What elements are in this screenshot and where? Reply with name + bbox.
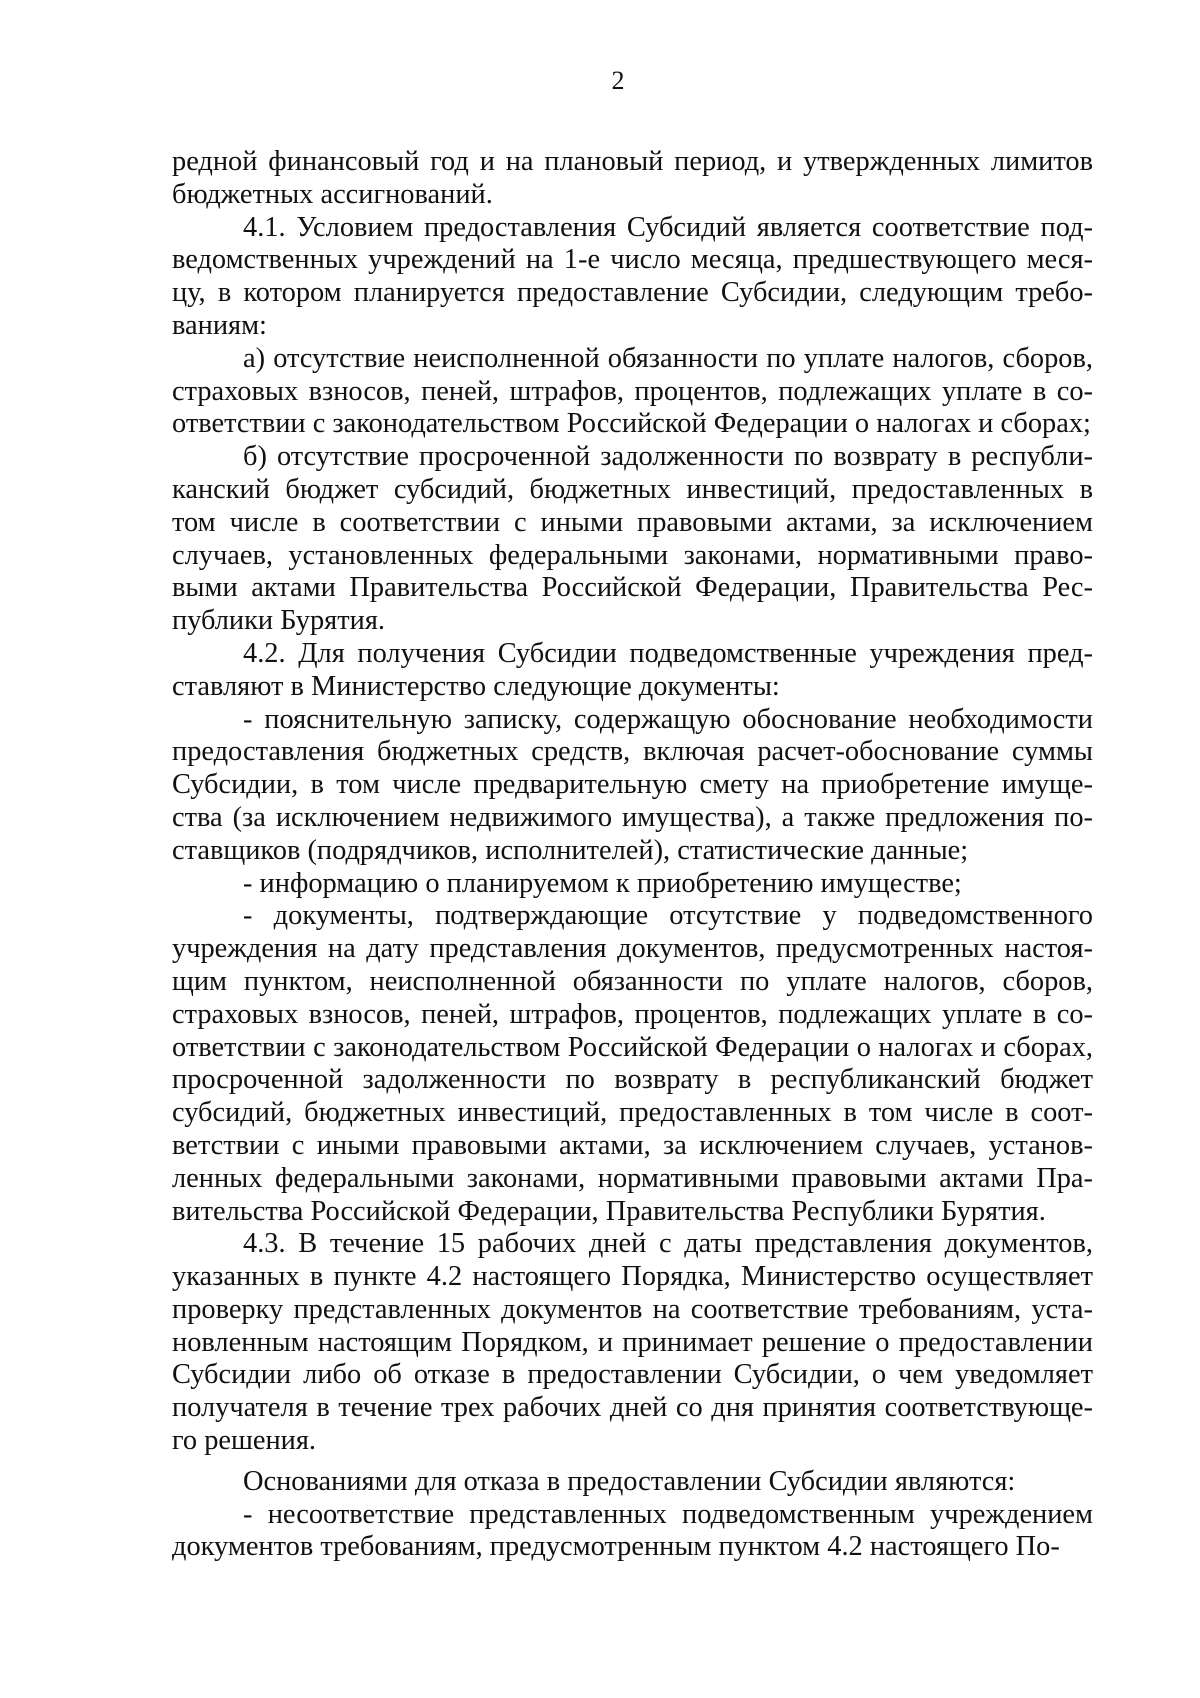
- paragraph-refusal-grounds: Основаниями для отказа в предоставлении Субсидии являются:: [243, 1465, 1016, 1497]
- paragraph-4-3: 4.3. В течение 15 рабочих дней с даты представления документов, указанных в пункте 4.2 настоящего Порядка, Министерство осуществляет проверку представленных документов на соответствие требованиям, установленным настоящим Порядком, и принимает решение о предоставлении Субсидии либо об отказе в предоставлении Субсидии, о чем уведомляет получателя в течение трех рабочих дней со дня принятия соответствующего решения.: [172, 1228, 1093, 1457]
- list-item-explanatory-note: - пояснительную записку, содержащую обоснование необходимости предоставления бюджетных средств, включая расчет-обоснование суммы Субсидии, в том числе предварительную смету на приобретение имущества (за исключением недвижимого имущества), а также предложения поставщиков (подрядчиков, исполнителей), статистические данные;: [172, 703, 1093, 866]
- paragraph-continuation: редной финансовый год и на плановый период, и утвержденных лимитов бюджетных ассигнований.: [172, 146, 1093, 210]
- page-number: 2: [611, 66, 625, 95]
- paragraph-item-b: б) отсутствие просроченной задолженности по возврату в республиканский бюджет субсидий, бюджетных инвестиций, предоставленных в том числе в соответствии с иными правовыми актами, за исключением случаев, установленных федеральными законами, нормативными правовыми актами Правительства Российской Федерации, Правительства Республики Бурятия.: [172, 441, 1093, 637]
- list-item-property-info: - информацию о планируемом к приобретению имуществе;: [243, 867, 962, 899]
- document-body: [172, 146, 1093, 1564]
- paragraph-4-1: 4.1. Условием предоставления Субсидий является соответствие подведомственных учреждений на 1-е число месяца, предшествующего месяцу, в котором планируется предоставление Субсидии, следующим требованиям:: [172, 211, 1093, 341]
- list-item-noncompliance: - несоответствие представленных подведомственным учреждением документов требованиям, предусмотренным пунктом 4.2 настоящего По-: [172, 1498, 1093, 1563]
- paragraph-item-a: а) отсутствие неисполненной обязанности по уплате налогов, сборов, страховых взносов, пеней, штрафов, процентов, подлежащих уплате в соответствии с законодательством Российской Федерации о налогах и сборах;: [172, 342, 1093, 440]
- paragraph-4-2: 4.2. Для получения Субсидии подведомственные учреждения представляют в Министерство следующие документы:: [172, 637, 1093, 702]
- list-item-confirming-documents: - документы, подтверждающие отсутствие у подведомственного учреждения на дату представления документов, предусмотренных настоящим пунктом, неисполненной обязанности по уплате налогов, сборов, страховых взносов, пеней, штрафов, процентов, подлежащих уплате в соответствии с законодательством Российской Федерации о налогах и сборах, просроченной задолженности по возврату в республиканский бюджет субсидий, бюджетных инвестиций, предоставленных в том числе в соответствии с иными правовыми актами, за исключением случаев, установленных федеральными законами, нормативными правовыми актами Правительства Российской Федерации, Правительства Республики Бурятия.: [172, 900, 1093, 1227]
